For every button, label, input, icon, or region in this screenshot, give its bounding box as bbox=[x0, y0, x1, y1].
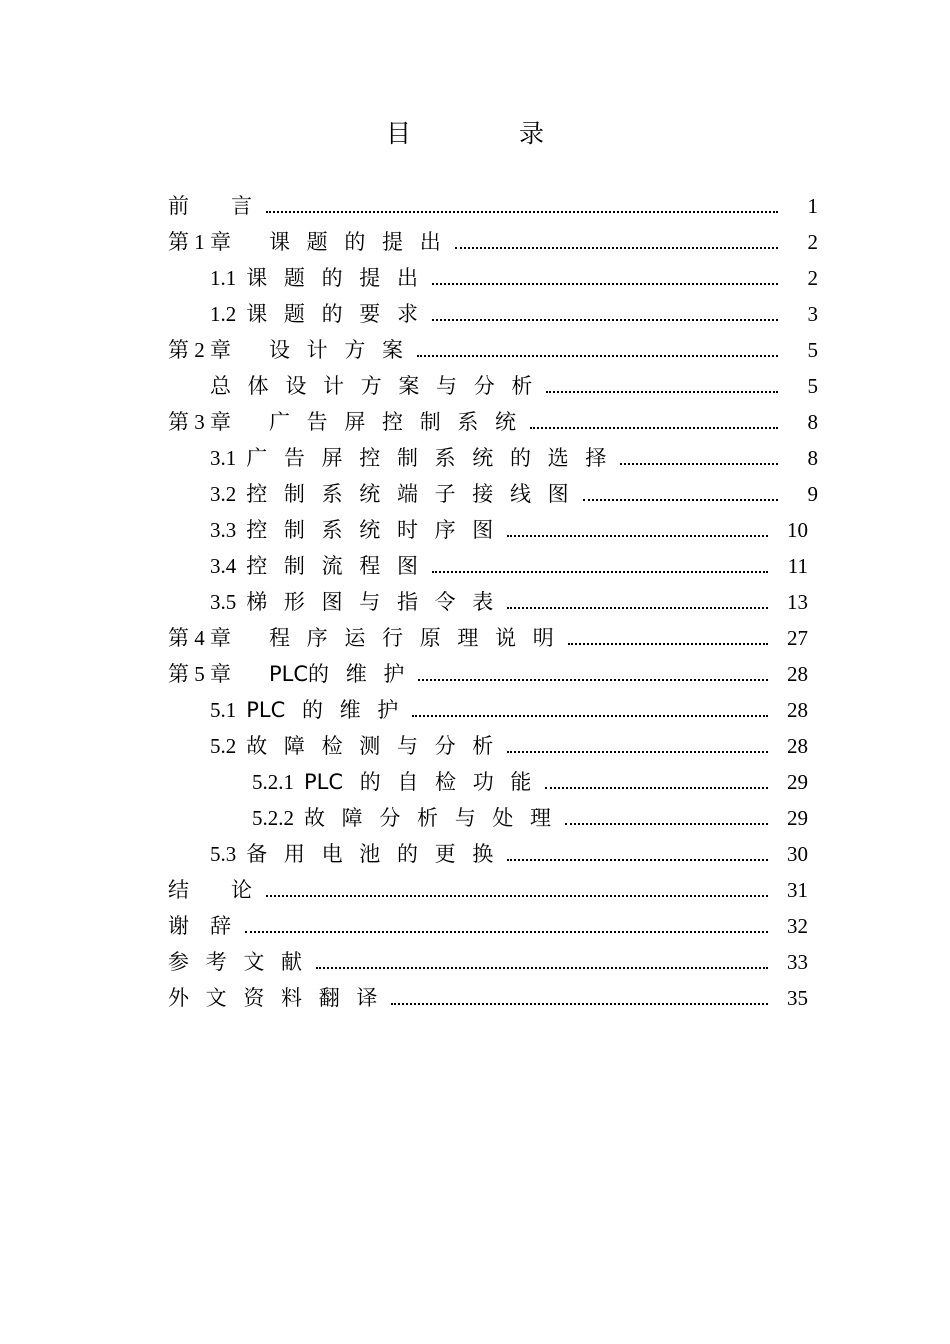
toc-entry-page: 5 bbox=[807, 338, 818, 362]
toc-leader-dots bbox=[417, 335, 778, 357]
toc-leader-dots bbox=[568, 623, 768, 645]
toc-entry-label bbox=[210, 440, 606, 476]
toc-entry-number: 5.3 bbox=[210, 842, 237, 866]
toc-entry[interactable] bbox=[210, 296, 818, 332]
toc-entry-number: 1.2 bbox=[210, 302, 237, 326]
toc-entry-text: 课 题 的 提 出 bbox=[269, 230, 441, 254]
toc-entry-number: 3.1 bbox=[210, 446, 237, 470]
toc-entry-text: 广 告 屏 控 制 系 统 的 选 择 bbox=[246, 446, 607, 470]
toc-entry-number: 第 5 章 bbox=[168, 662, 231, 686]
toc-title: 目 录 bbox=[386, 119, 594, 148]
toc-entry[interactable] bbox=[168, 908, 808, 944]
toc-entry-label bbox=[168, 656, 404, 692]
toc-entry[interactable] bbox=[210, 692, 808, 728]
toc-entry-number: 5.2.1 bbox=[252, 770, 294, 794]
toc-entry-number: 第 3 章 bbox=[168, 410, 231, 434]
toc-leader-dots bbox=[565, 803, 768, 825]
toc-entry[interactable] bbox=[168, 980, 808, 1016]
toc-leader-dots bbox=[620, 443, 778, 465]
toc-entry-page: 29 bbox=[787, 806, 808, 830]
toc-entry-number: 5.1 bbox=[210, 698, 237, 722]
toc-entry-page: 1 bbox=[807, 194, 818, 218]
toc-entry[interactable] bbox=[168, 656, 808, 692]
toc-leader-dots bbox=[432, 551, 768, 573]
toc-entry-label bbox=[210, 728, 493, 764]
toc-entry-text: 参 考 文 献 bbox=[168, 950, 303, 974]
toc-entry-text: 梯 形 图 与 指 令 表 bbox=[246, 590, 494, 614]
toc-leader-dots bbox=[245, 911, 768, 933]
toc-entry[interactable] bbox=[168, 620, 808, 656]
toc-leader-dots bbox=[583, 479, 778, 501]
toc-entry-page: 8 bbox=[807, 446, 818, 470]
toc-entry[interactable] bbox=[210, 440, 818, 476]
toc-entry[interactable] bbox=[210, 548, 808, 584]
toc-entry-label bbox=[168, 872, 252, 908]
toc-entry-text: 课 题 的 要 求 bbox=[246, 302, 418, 326]
toc-entry-label bbox=[168, 908, 231, 944]
toc-entry-page: 28 bbox=[787, 734, 808, 758]
toc-leader-dots bbox=[391, 983, 768, 1005]
toc-entry-page: 28 bbox=[787, 698, 808, 722]
toc-entry-label bbox=[210, 836, 493, 872]
toc-entry-text: 故 障 分 析 与 处 理 bbox=[304, 806, 552, 830]
toc-entry-number: 3.5 bbox=[210, 590, 237, 614]
toc-entry[interactable] bbox=[210, 836, 808, 872]
toc-entry-page: 9 bbox=[807, 482, 818, 506]
toc-entry[interactable] bbox=[210, 728, 808, 764]
toc-entry-text: 控 制 系 统 端 子 接 线 图 bbox=[246, 482, 569, 506]
toc-entry-label bbox=[168, 404, 516, 440]
toc-entry-page: 2 bbox=[807, 266, 818, 290]
toc-entry-label bbox=[252, 764, 531, 800]
toc-leader-dots bbox=[316, 947, 768, 969]
toc-leader-dots bbox=[545, 767, 768, 789]
toc-entry-text: 外 文 资 料 翻 译 bbox=[168, 986, 378, 1010]
toc-entry-number: 1.1 bbox=[210, 266, 237, 290]
toc-leader-dots bbox=[546, 371, 778, 393]
toc-entry-label bbox=[168, 188, 252, 224]
toc-leader-dots bbox=[412, 695, 768, 717]
toc-entry-text: 谢 辞 bbox=[168, 914, 231, 938]
toc-entry-number: 5.2.2 bbox=[252, 806, 294, 830]
toc-entry-page: 13 bbox=[787, 590, 808, 614]
toc-entry-page: 2 bbox=[807, 230, 818, 254]
toc-entry-page: 33 bbox=[787, 950, 808, 974]
toc-entry-label bbox=[168, 620, 554, 656]
toc-entry-number: 3.4 bbox=[210, 554, 237, 578]
toc-entry[interactable] bbox=[210, 584, 808, 620]
toc-entry-text: PLC的 维 护 bbox=[269, 662, 405, 686]
toc-entry-label bbox=[210, 368, 532, 404]
toc-leader-dots bbox=[432, 263, 778, 285]
toc-entry[interactable] bbox=[210, 476, 818, 512]
toc-entry-text: 备 用 电 池 的 更 换 bbox=[246, 842, 494, 866]
toc-entry-page: 11 bbox=[787, 554, 808, 578]
toc-leader-dots bbox=[507, 515, 768, 537]
toc-entry-label bbox=[252, 800, 551, 836]
toc-entry-label bbox=[168, 980, 377, 1016]
toc-entry-text: 故 障 检 测 与 分 析 bbox=[246, 734, 494, 758]
toc-leader-dots bbox=[418, 659, 768, 681]
toc-entry-label bbox=[210, 692, 398, 728]
toc-entry-text: PLC 的 自 检 功 能 bbox=[304, 770, 532, 794]
toc-entry[interactable] bbox=[252, 800, 808, 836]
toc-entry-text: PLC 的 维 护 bbox=[246, 698, 399, 722]
toc-entry-label bbox=[210, 512, 493, 548]
toc-leader-dots bbox=[432, 299, 778, 321]
toc-leader-dots bbox=[266, 191, 778, 213]
toc-entry-page: 27 bbox=[787, 626, 808, 650]
toc-entry-text: 总 体 设 计 方 案 与 分 析 bbox=[210, 374, 533, 398]
toc-entry-page: 5 bbox=[807, 374, 818, 398]
toc-leader-dots bbox=[507, 731, 768, 753]
toc-entry-text: 前 言 bbox=[168, 194, 252, 218]
toc-entry-text: 课 题 的 提 出 bbox=[246, 266, 418, 290]
toc-entry-number: 第 4 章 bbox=[168, 626, 231, 650]
toc-entry-number: 3.2 bbox=[210, 482, 237, 506]
toc-entry-text: 广 告 屏 控 制 系 统 bbox=[269, 410, 517, 434]
toc-entry-page: 29 bbox=[787, 770, 808, 794]
toc-leader-dots bbox=[507, 587, 768, 609]
toc-entry-number: 第 1 章 bbox=[168, 230, 231, 254]
toc-entry[interactable] bbox=[168, 188, 818, 224]
toc-entry-page: 32 bbox=[787, 914, 808, 938]
toc-entry-label bbox=[210, 476, 569, 512]
toc-entry-page: 30 bbox=[787, 842, 808, 866]
toc-entry-label bbox=[210, 296, 418, 332]
toc-entry[interactable] bbox=[210, 260, 818, 296]
toc-entry[interactable] bbox=[168, 944, 808, 980]
toc-leader-dots bbox=[455, 227, 778, 249]
toc-entry-page: 31 bbox=[787, 878, 808, 902]
toc-entry-page: 8 bbox=[807, 410, 818, 434]
toc-entry-page: 10 bbox=[787, 518, 808, 542]
toc-entry-label bbox=[168, 224, 441, 260]
toc-entry-text: 设 计 方 案 bbox=[269, 338, 404, 362]
toc-entry[interactable] bbox=[210, 512, 808, 548]
toc-entry-text: 控 制 系 统 时 序 图 bbox=[246, 518, 494, 542]
toc-entry-label bbox=[168, 944, 302, 980]
toc-entry-label bbox=[168, 332, 403, 368]
toc-entry-text: 程 序 运 行 原 理 说 明 bbox=[269, 626, 554, 650]
toc-entry-number: 5.2 bbox=[210, 734, 237, 758]
toc-entry[interactable] bbox=[210, 368, 818, 404]
toc-entry-page: 28 bbox=[787, 662, 808, 686]
toc-entry-number: 3.3 bbox=[210, 518, 237, 542]
toc-entry-label bbox=[210, 584, 493, 620]
toc-entry-number: 第 2 章 bbox=[168, 338, 231, 362]
toc-entry-page: 35 bbox=[787, 986, 808, 1010]
toc-entry-text: 控 制 流 程 图 bbox=[246, 554, 418, 578]
toc-entry-text: 结 论 bbox=[168, 878, 252, 902]
toc-entry[interactable] bbox=[168, 404, 818, 440]
toc-entry[interactable] bbox=[168, 872, 808, 908]
toc-entry[interactable] bbox=[168, 332, 818, 368]
toc-entry[interactable] bbox=[252, 764, 808, 800]
toc-leader-dots bbox=[507, 839, 768, 861]
toc-entry-page: 3 bbox=[807, 302, 818, 326]
toc-leader-dots bbox=[266, 875, 768, 897]
toc-leader-dots bbox=[530, 407, 778, 429]
toc-entry-label bbox=[210, 548, 418, 584]
toc-entry[interactable] bbox=[168, 224, 818, 260]
toc-entry-label bbox=[210, 260, 418, 296]
